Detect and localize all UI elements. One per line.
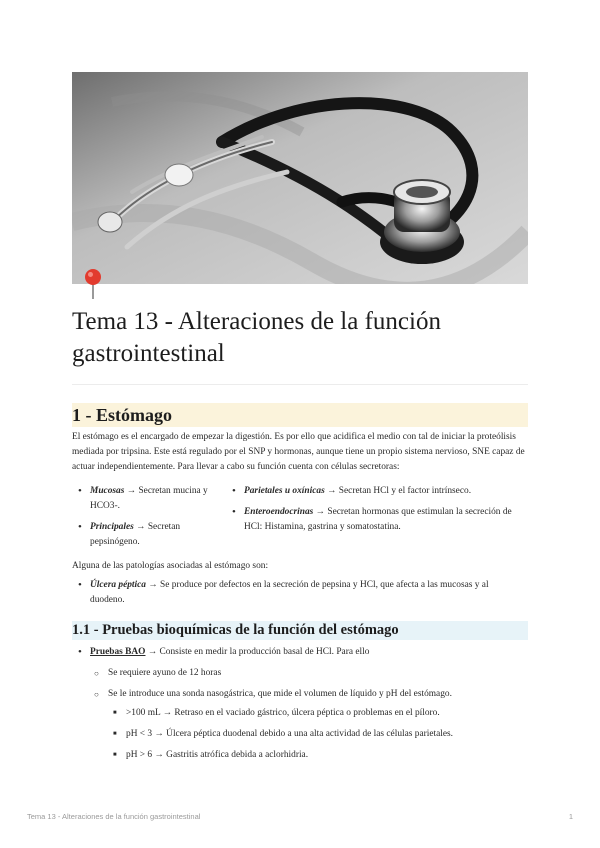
list-item: • Principales → Secretan pepsinógeno. xyxy=(72,520,222,550)
steps-list xyxy=(90,666,528,708)
bao-list xyxy=(72,645,528,666)
list-item: ■ >100 mL → Retraso en el vaciado gástrico, úlcera péptica o problemas en el píloro. xyxy=(108,706,528,721)
title-divider xyxy=(72,384,528,385)
stethoscope-illustration xyxy=(72,72,528,284)
list-item: • Pruebas BAO → Consiste en medir la producción basal de HCl. Para ello xyxy=(72,645,528,660)
list-item: • Mucosas → Secretan mucina y HCO3-. xyxy=(72,484,222,514)
list-item: ○ Se le introduce una sonda nasogástrica, que mide el volumen de líquido y pH del estómago. xyxy=(90,687,528,702)
list-item: ■ pH < 3 → Úlcera péptica duodenal debido a una alta actividad de las células parietales. xyxy=(108,727,528,742)
results-list xyxy=(108,706,528,769)
footer-title: Tema 13 - Alteraciones de la función gastrointestinal xyxy=(27,812,201,821)
pushpin-icon xyxy=(84,268,102,300)
pathology-list xyxy=(72,578,512,614)
list-item: • Enteroendocrinas → Secretan hormonas que estimulan la secreción de HCl: Histamina, gastrina y somatostatina. xyxy=(226,505,528,535)
list-item: • Úlcera péptica → Se produce por defectos en la secreción de pepsina y HCl, que afecta a las mucosas y al duodeno. xyxy=(72,578,512,608)
list-item: • Parietales u oxínicas → Secretan HCl y el factor intrínseco. xyxy=(226,484,528,499)
pathologies-intro: Alguna de las patologías asociadas al estómago son: xyxy=(72,561,269,571)
page-title: Tema 13 - Alteraciones de la función gastrointestinal xyxy=(72,308,441,367)
page-footer xyxy=(27,812,573,821)
section-heading-pruebas: 1.1 - Pruebas bioquímicas de la función del estómago xyxy=(72,621,528,640)
cell-list-right xyxy=(226,484,528,541)
list-item: ■ pH > 6 → Gastritis atrófica debida a aclorhidria. xyxy=(108,748,528,763)
section-heading-estomago: 1 - Estómago xyxy=(72,403,528,427)
cell-list-left xyxy=(72,484,222,556)
page-number: 1 xyxy=(568,812,573,821)
list-item: ○ Se requiere ayuno de 12 horas xyxy=(90,666,528,681)
cover-image xyxy=(72,72,528,284)
intro-paragraph: El estómago es el encargado de empezar la digestión. Es por ello que acidifica el medio con tal de iniciar la proteólisis mediada por tripsina. Este está regulado por el SNP y hormonas, aunque tiene un propio sistema nervioso, SNE capaz de actuar independientemente. Para llevar a cabo su función cuenta con células secretoras: xyxy=(72,432,525,472)
